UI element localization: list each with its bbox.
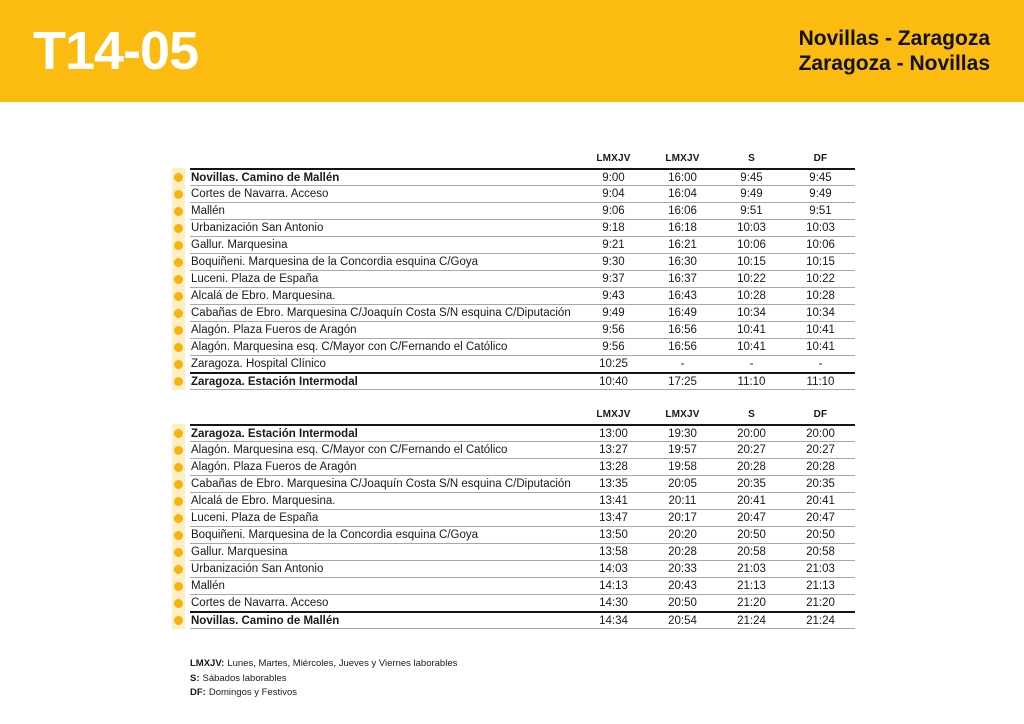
stop-dot-icon <box>174 309 183 318</box>
legend-line <box>190 672 855 687</box>
time-cell: 14:30 <box>599 597 628 609</box>
time-cell: 20:41 <box>737 495 766 507</box>
timetable-outbound <box>172 148 855 390</box>
time-cell: 20:50 <box>668 597 697 609</box>
time-cell: 10:15 <box>806 256 835 268</box>
time-cell: 20:35 <box>806 478 835 490</box>
time-cell: 19:58 <box>668 461 697 473</box>
time-cell: 13:41 <box>599 495 628 507</box>
time-cell: 10:06 <box>737 239 766 251</box>
column-header: LMXJV <box>665 152 700 164</box>
table-row <box>190 236 855 253</box>
stop-dot-icon <box>174 207 183 216</box>
stop-dot-icon <box>174 292 183 301</box>
time-cell: 20:17 <box>668 512 697 524</box>
table-row <box>190 270 855 287</box>
stop-name: Gallur. Marquesina <box>191 546 288 558</box>
time-cell: 10:28 <box>737 290 766 302</box>
table-row <box>190 202 855 219</box>
time-cell: 20:27 <box>737 444 766 456</box>
stop-dot-icon <box>174 429 183 438</box>
table-row <box>190 355 855 372</box>
stop-dot-icon <box>174 258 183 267</box>
time-cell: 13:28 <box>599 461 628 473</box>
table-row <box>190 304 855 321</box>
time-cell: 20:28 <box>668 546 697 558</box>
table-row <box>190 253 855 270</box>
stop-name: Cabañas de Ebro. Marquesina C/Joaquín Costa S/N esquina C/Diputación <box>191 307 571 319</box>
table-row <box>190 560 855 577</box>
time-cell: 16:43 <box>668 290 697 302</box>
route-direction-return: Zaragoza - Novillas <box>798 52 990 75</box>
time-cell: 9:56 <box>602 324 625 336</box>
table-row <box>190 185 855 202</box>
time-cell: 20:47 <box>737 512 766 524</box>
time-cell: 9:21 <box>602 239 625 251</box>
stop-name: Alcalá de Ebro. Marquesina. <box>191 495 336 507</box>
stop-dot-icon <box>174 173 183 182</box>
table-row <box>190 611 855 628</box>
time-cell: 13:47 <box>599 512 628 524</box>
time-cell: 10:25 <box>599 358 628 370</box>
stop-dot-icon <box>174 565 183 574</box>
table-row <box>190 441 855 458</box>
line-code: T14-05 <box>33 21 199 81</box>
time-cell: 21:24 <box>806 614 835 627</box>
column-header: LMXJV <box>596 408 631 420</box>
stop-name: Alagón. Marquesina esq. C/Mayor con C/Fernando el Católico <box>191 444 508 456</box>
stop-name: Alagón. Plaza Fueros de Aragón <box>191 461 357 473</box>
time-cell: 9:45 <box>740 171 763 184</box>
legend-desc: Sábados laborables <box>202 672 287 684</box>
time-cell: 20:11 <box>668 495 697 507</box>
time-cell: 20:28 <box>806 461 835 473</box>
rows-return <box>190 424 855 629</box>
stop-name: Luceni. Plaza de España <box>191 273 319 285</box>
stop-name: Luceni. Plaza de España <box>191 512 319 524</box>
table-row <box>190 372 855 389</box>
time-cell: 16:30 <box>668 256 697 268</box>
time-cell: 10:41 <box>806 341 835 353</box>
time-cell: 9:43 <box>602 290 625 302</box>
time-cell: 9:45 <box>809 171 832 184</box>
time-cell: 20:47 <box>806 512 835 524</box>
time-cell: 14:34 <box>599 614 628 627</box>
time-cell: 19:57 <box>668 444 697 456</box>
time-cell: 13:35 <box>599 478 628 490</box>
time-cell: 21:13 <box>806 580 835 592</box>
time-cell: 14:03 <box>599 563 628 575</box>
table-row <box>190 338 855 355</box>
stop-name: Novillas. Camino de Mallén <box>191 614 340 627</box>
time-cell: 9:49 <box>602 307 625 319</box>
time-cell: 20:43 <box>668 580 697 592</box>
time-cell: 16:37 <box>668 273 697 285</box>
table-row <box>190 424 855 441</box>
time-cell: 9:04 <box>602 188 625 200</box>
time-cell: 20:00 <box>806 427 835 440</box>
time-cell: 21:13 <box>737 580 766 592</box>
time-cell: 20:20 <box>668 529 697 541</box>
time-cell: 20:05 <box>668 478 697 490</box>
time-cell: 9:06 <box>602 205 625 217</box>
time-cell: 16:56 <box>668 341 697 353</box>
stop-dot-icon <box>174 616 183 625</box>
stop-dot-icon <box>174 360 183 369</box>
column-headers-outbound <box>190 148 855 168</box>
table-row <box>190 287 855 304</box>
stop-name: Cabañas de Ebro. Marquesina C/Joaquín Costa S/N esquina C/Diputación <box>191 478 571 490</box>
time-cell: 10:06 <box>806 239 835 251</box>
table-row <box>190 321 855 338</box>
time-cell: 13:58 <box>599 546 628 558</box>
stop-dot-icon <box>174 582 183 591</box>
stop-dot-icon <box>174 326 183 335</box>
time-cell: 11:10 <box>806 375 835 388</box>
stop-name: Cortes de Navarra. Acceso <box>191 188 329 200</box>
legend-term: S: <box>190 672 200 684</box>
time-cell: 16:49 <box>668 307 697 319</box>
stop-dot-icon <box>174 548 183 557</box>
time-cell: 20:58 <box>806 546 835 558</box>
column-header: S <box>748 408 755 420</box>
time-cell: 20:50 <box>806 529 835 541</box>
legend-desc: Domingos y Festivos <box>208 687 297 698</box>
time-cell: 20:00 <box>737 427 766 440</box>
time-cell: 11:10 <box>737 375 766 388</box>
time-cell: 21:03 <box>737 563 766 575</box>
legend <box>190 657 855 701</box>
time-cell: 9:49 <box>809 188 832 200</box>
time-cell: 16:56 <box>668 324 697 336</box>
time-cell: 20:28 <box>737 461 766 473</box>
time-cell: 10:15 <box>737 256 766 268</box>
legend-term: LMXJV: <box>190 658 225 669</box>
time-cell: 16:18 <box>668 222 697 234</box>
stop-dot-icon <box>174 190 183 199</box>
time-cell: 16:00 <box>668 171 697 184</box>
time-cell: 20:50 <box>737 529 766 541</box>
timetable-body <box>172 424 855 629</box>
time-cell: 20:27 <box>806 444 835 456</box>
time-cell: 16:06 <box>668 205 697 217</box>
time-cell: 21:03 <box>806 563 835 575</box>
time-cell: - <box>818 358 823 370</box>
time-cell: 9:18 <box>602 222 625 234</box>
legend-line <box>190 686 855 701</box>
stop-dot-icon <box>174 275 183 284</box>
time-cell: 20:33 <box>668 563 697 575</box>
stop-name: Urbanización San Antonio <box>191 222 324 234</box>
table-row <box>190 594 855 611</box>
stop-name: Alagón. Plaza Fueros de Aragón <box>191 324 357 336</box>
timetable-body <box>172 168 855 390</box>
time-cell: - <box>680 358 685 370</box>
time-cell: 20:35 <box>737 478 766 490</box>
time-cell: 9:51 <box>809 205 832 217</box>
stop-dot-icon <box>174 514 183 523</box>
legend-line <box>190 657 855 672</box>
time-cell: 10:34 <box>737 307 766 319</box>
header-band <box>0 0 1024 102</box>
legend-desc: Lunes, Martes, Miércoles, Jueves y Viernes laborables <box>227 658 458 669</box>
time-cell: 19:30 <box>668 427 697 440</box>
table-row <box>190 577 855 594</box>
stop-name: Urbanización San Antonio <box>191 563 324 575</box>
time-cell: 16:04 <box>668 188 697 200</box>
table-row <box>190 543 855 560</box>
time-cell: 21:20 <box>737 597 766 609</box>
route-names <box>799 26 990 76</box>
table-row <box>190 509 855 526</box>
stop-dot-icon <box>174 599 183 608</box>
stop-dot-icon <box>174 241 183 250</box>
time-cell: 10:41 <box>737 341 766 353</box>
time-cell: 20:41 <box>806 495 835 507</box>
time-cell: 10:28 <box>806 290 835 302</box>
time-cell: 20:54 <box>668 614 697 627</box>
time-cell: 13:27 <box>599 444 628 456</box>
timetables-area <box>172 102 855 701</box>
time-cell: 9:00 <box>602 171 625 184</box>
stop-dot-icon <box>174 343 183 352</box>
time-cell: 9:56 <box>602 341 625 353</box>
time-cell: 9:49 <box>740 188 763 200</box>
time-cell: 10:41 <box>806 324 835 336</box>
table-row <box>190 219 855 236</box>
time-cell: 9:37 <box>602 273 625 285</box>
stop-name: Cortes de Navarra. Acceso <box>191 597 329 609</box>
stop-name: Zaragoza. Hospital Clínico <box>191 358 326 370</box>
timetable-return <box>172 404 855 629</box>
stop-name: Mallén <box>191 205 225 217</box>
time-cell: 14:13 <box>599 580 628 592</box>
time-cell: - <box>749 358 754 370</box>
stop-name: Novillas. Camino de Mallén <box>191 171 340 184</box>
stop-dot-icon <box>174 446 183 455</box>
stop-name: Boquiñeni. Marquesina de la Concordia esquina C/Goya <box>191 256 479 268</box>
stop-name: Zaragoza. Estación Intermodal <box>191 427 358 440</box>
stop-dot-icon <box>174 497 183 506</box>
stop-name: Alagón. Marquesina esq. C/Mayor con C/Fernando el Católico <box>191 341 508 353</box>
time-cell: 13:00 <box>599 427 628 440</box>
route-direction-outbound: Novillas - Zaragoza <box>798 27 990 50</box>
time-cell: 10:03 <box>806 222 835 234</box>
rows-outbound <box>190 168 855 390</box>
time-cell: 17:25 <box>668 375 697 388</box>
time-cell: 16:21 <box>668 239 697 251</box>
stop-dot-icon <box>174 480 183 489</box>
stop-name: Mallén <box>191 580 225 592</box>
time-cell: 10:34 <box>806 307 835 319</box>
time-cell: 10:41 <box>737 324 766 336</box>
stop-dot-icon <box>174 224 183 233</box>
time-cell: 13:50 <box>599 529 628 541</box>
stop-name: Gallur. Marquesina <box>191 239 288 251</box>
time-cell: 10:22 <box>806 273 835 285</box>
stop-name: Alcalá de Ebro. Marquesina. <box>191 290 336 302</box>
time-cell: 10:40 <box>599 375 628 388</box>
column-header: S <box>748 152 755 164</box>
time-cell: 20:58 <box>737 546 766 558</box>
stop-dot-icon <box>174 377 183 386</box>
time-cell: 10:22 <box>737 273 766 285</box>
stop-name: Zaragoza. Estación Intermodal <box>191 375 358 388</box>
stop-dot-icon <box>174 531 183 540</box>
column-header: DF <box>813 408 828 420</box>
table-row <box>190 458 855 475</box>
stop-name: Boquiñeni. Marquesina de la Concordia esquina C/Goya <box>191 529 479 541</box>
table-row <box>190 168 855 185</box>
stop-dot-icon <box>174 463 183 472</box>
legend-term: DF: <box>190 687 206 698</box>
column-header: LMXJV <box>596 152 631 164</box>
column-header: DF <box>813 152 828 164</box>
time-cell: 9:51 <box>740 205 763 217</box>
time-cell: 10:03 <box>737 222 766 234</box>
table-row <box>190 475 855 492</box>
column-header: LMXJV <box>665 408 700 420</box>
table-row <box>190 526 855 543</box>
time-cell: 21:24 <box>737 614 766 627</box>
column-headers-return <box>190 404 855 424</box>
table-row <box>190 492 855 509</box>
time-cell: 21:20 <box>806 597 835 609</box>
time-cell: 9:30 <box>602 256 625 268</box>
